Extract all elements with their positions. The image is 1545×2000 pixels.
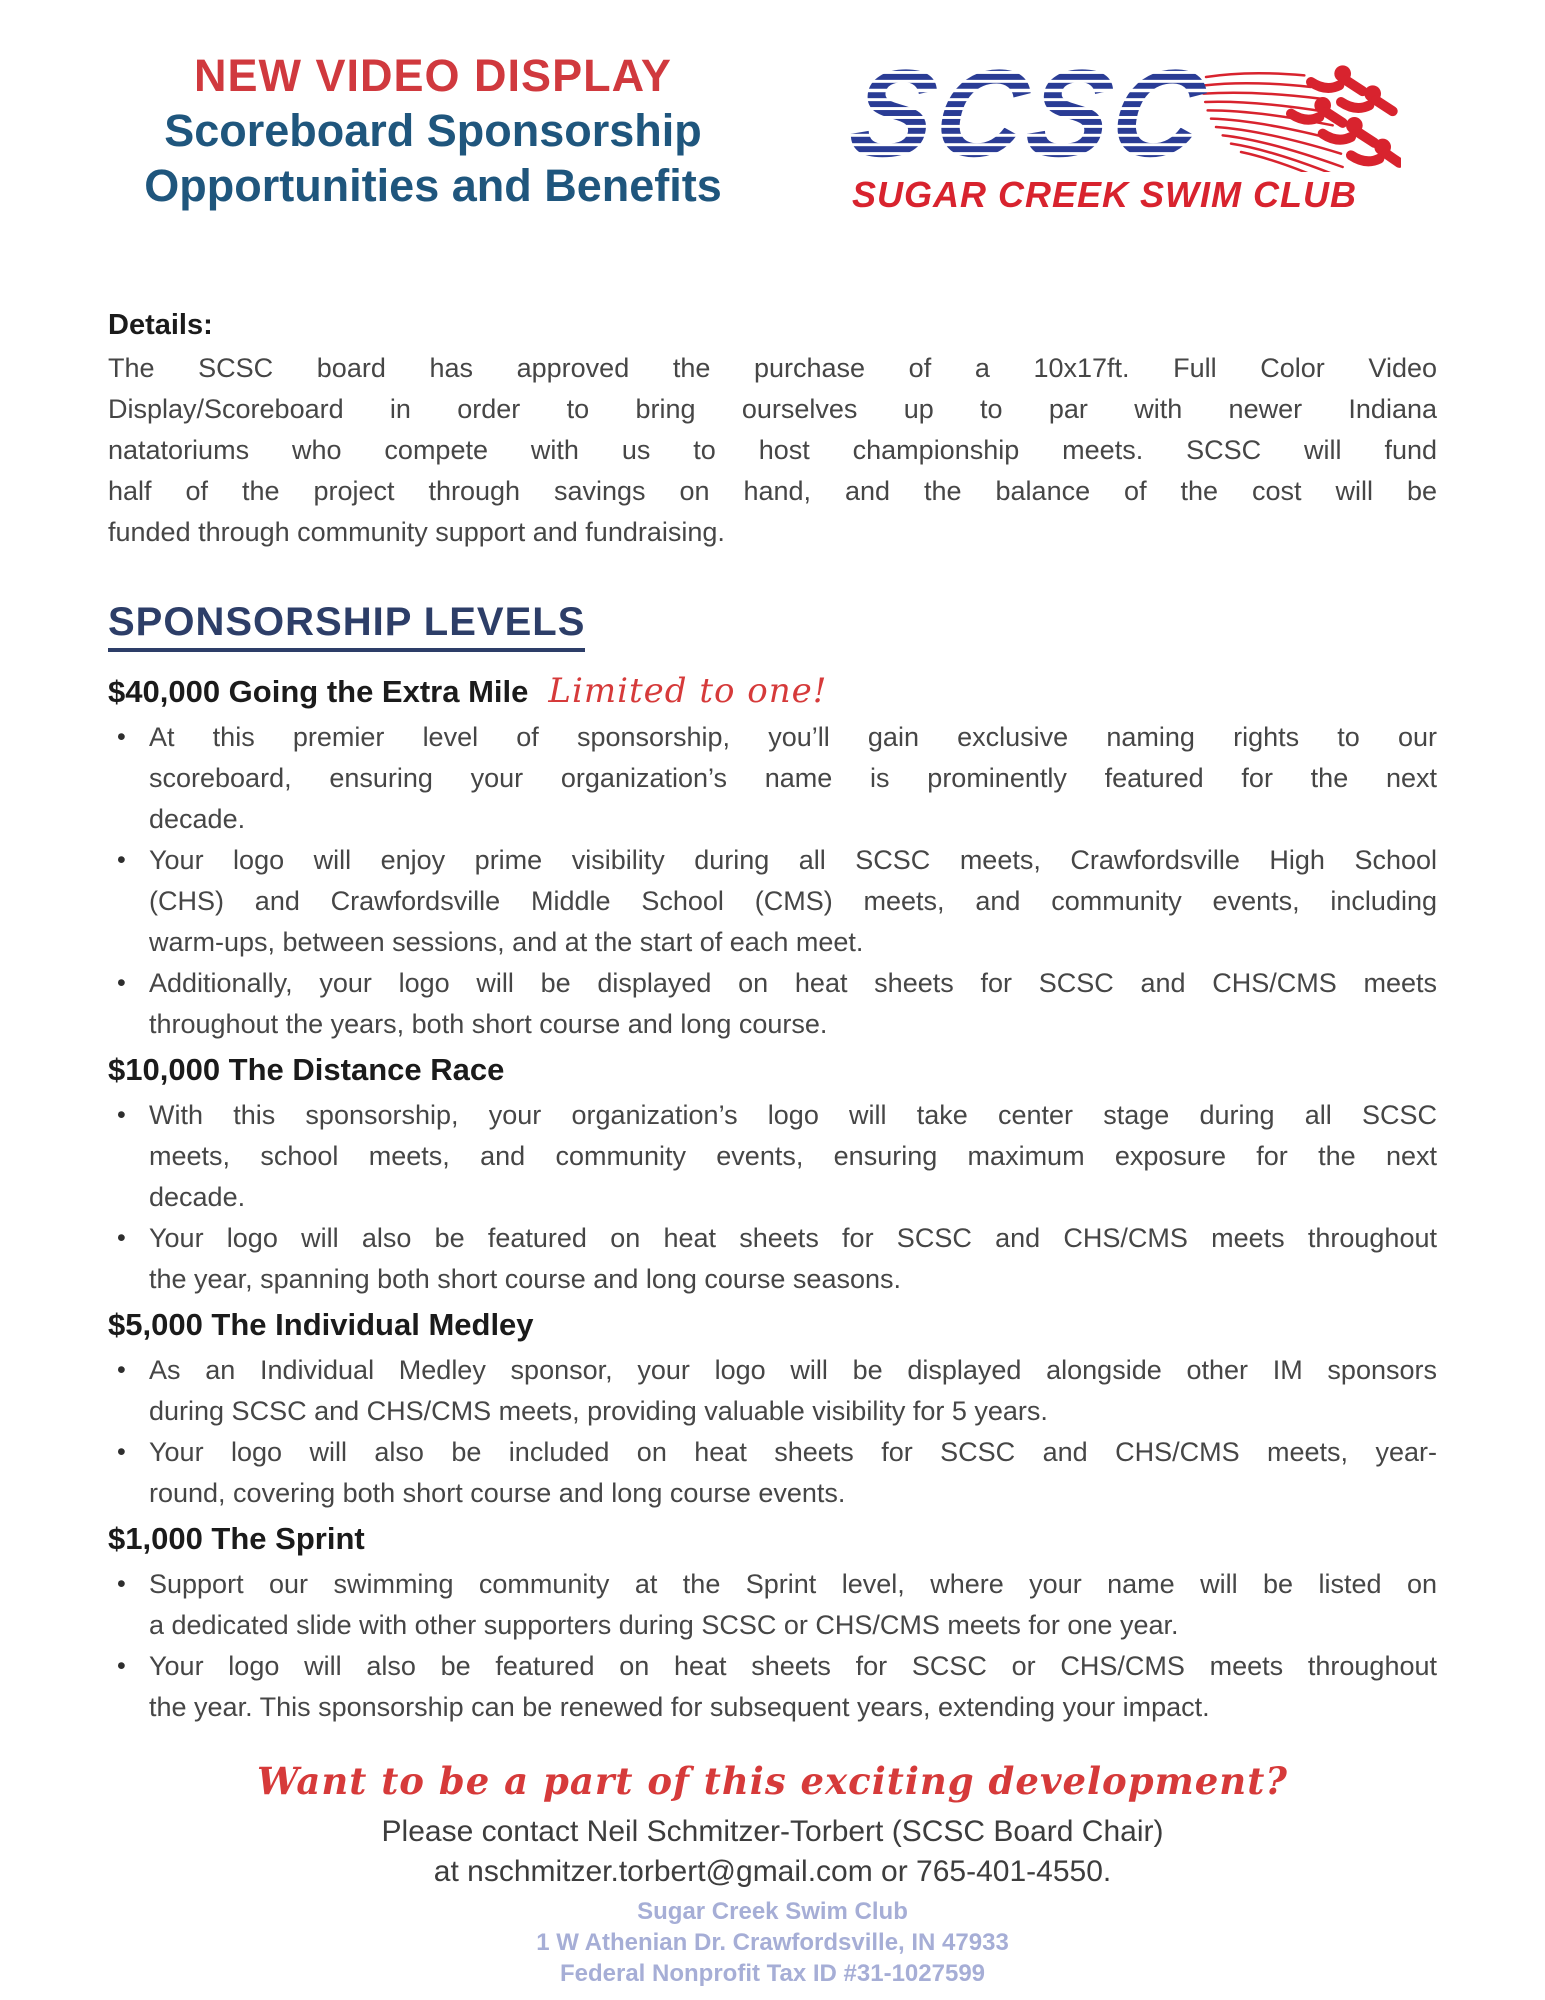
cta-script-line: Want to be a part of this exciting development?: [257, 1759, 1288, 1803]
bullet-item: [108, 1564, 1437, 1646]
footer-tax-id: Federal Nonprofit Tax ID #31-1027599: [559, 1960, 986, 1987]
text-line: decade.: [149, 804, 246, 834]
sponsorship-level: [108, 1300, 1437, 1514]
text-line: a dedicated slide with other supporters during SCSC or CHS/CMS meets for one year.: [149, 1610, 1179, 1640]
details-section: [108, 304, 1437, 553]
text-line: decade.: [149, 1182, 246, 1212]
text-line: At this premier level of sponsorship, you’ll gain exclusive naming rights to our: [149, 722, 1437, 752]
bullet-item: [108, 963, 1437, 1045]
text-line: Your logo will also be featured on heat sheets for SCSC or CHS/CMS meets throughout: [149, 1651, 1437, 1681]
text-line: during SCSC and CHS/CMS meets, providing valuable visibility for 5 years.: [149, 1396, 1048, 1426]
bullet-text: [149, 1564, 1437, 1646]
bullet-item: [108, 717, 1437, 840]
bullet-text: [149, 1646, 1437, 1728]
sponsorship-level: [108, 1045, 1437, 1300]
scsc-logo: [842, 42, 1437, 216]
text-line: meets, school meets, and community events, ensuring maximum exposure for the next: [149, 1141, 1437, 1171]
bullet-text: [149, 717, 1437, 840]
bullet-dot: [108, 1646, 149, 1728]
sponsorship-levels-list: [108, 666, 1437, 1728]
level-title: $1,000 The Sprint: [108, 1521, 365, 1556]
text-line: Your logo will enjoy prime visibility during all SCSC meets, Crawfordsville High School: [149, 845, 1437, 875]
bullet-dot: [108, 1095, 149, 1218]
level-heading: [108, 666, 1437, 717]
text-line: With this sponsorship, your organization’s logo will take center stage during all SCSC: [149, 1100, 1437, 1130]
footer: [0, 1896, 1545, 1989]
footer-org: Sugar Creek Swim Club: [637, 1898, 908, 1925]
level-title: $10,000 The Distance Race: [108, 1052, 505, 1087]
title-line-3: Opportunities and Benefits: [144, 160, 722, 211]
text-line: natatoriums who compete with us to host championship meets. SCSC will fund: [108, 435, 1437, 465]
cta-contact-line-2: at nschmitzer.torbert@gmail.com or 765-401-4550.: [433, 1855, 1112, 1888]
bullet-item: [108, 1350, 1437, 1432]
cta-section: [108, 1758, 1437, 1892]
bullet-item: [108, 1218, 1437, 1300]
text-line: warm-ups, between sessions, and at the start of each meet.: [149, 927, 864, 957]
bullet-dot: [108, 1218, 149, 1300]
text-line: The SCSC board has approved the purchase of a 10x17ft. Full Color Video: [108, 353, 1437, 383]
bullet-dot: [108, 717, 149, 840]
details-paragraph: [108, 348, 1437, 553]
bullet-dot: [108, 963, 149, 1045]
text-line: throughout the years, both short course and long course.: [149, 1009, 828, 1039]
details-heading: Details:: [108, 309, 213, 341]
sponsorship-level: [108, 666, 1437, 1045]
bullet-text: [149, 1095, 1437, 1218]
bullet-item: [108, 1646, 1437, 1728]
bullet-dot: [108, 1350, 149, 1432]
bullet-text: [149, 840, 1437, 963]
text-line: (CHS) and Crawfordsville Middle School (CMS) meets, and community events, including: [149, 886, 1437, 916]
swimmers-icon: [1201, 52, 1401, 172]
bullet-text: [149, 1432, 1437, 1514]
level-title: $5,000 The Individual Medley: [108, 1307, 534, 1342]
text-line: Additionally, your logo will be displayed on heat sheets for SCSC and CHS/CMS meets: [149, 968, 1437, 998]
bullet-text: [149, 1350, 1437, 1432]
header: [108, 42, 1437, 216]
scsc-logo-top: [842, 44, 1437, 183]
title-line-2: Scoreboard Sponsorship: [164, 105, 702, 156]
bullet-item: [108, 1432, 1437, 1514]
text-line: the year, spanning both short course and long course seasons.: [149, 1264, 901, 1294]
level-title: $40,000 Going the Extra Mile: [108, 674, 529, 709]
bullet-dot: [108, 1432, 149, 1514]
text-line: funded through community support and fundraising.: [108, 517, 725, 547]
sponsorship-level: [108, 1514, 1437, 1728]
footer-address: 1 W Athenian Dr. Crawfordsville, IN 47933: [536, 1929, 1009, 1956]
scsc-logo-acronym: SCSC: [842, 44, 1215, 183]
text-line: round, covering both short course and long course events.: [149, 1478, 846, 1508]
bullet-item: [108, 1095, 1437, 1218]
scsc-logo-club-name: SUGAR CREEK SWIM CLUB: [852, 174, 1357, 215]
title-line-1: NEW VIDEO DISPLAY: [194, 50, 672, 101]
level-heading: [108, 1300, 1437, 1350]
text-line: Your logo will also be featured on heat sheets for SCSC and CHS/CMS meets throughout: [149, 1223, 1437, 1253]
level-heading: [108, 1045, 1437, 1095]
bullet-text: [149, 1218, 1437, 1300]
bullet-text: [149, 963, 1437, 1045]
sponsorship-levels-heading-row: [108, 597, 1437, 652]
text-line: Display/Scoreboard in order to bring ourselves up to par with newer Indiana: [108, 394, 1437, 424]
text-line: half of the project through savings on hand, and the balance of the cost will be: [108, 476, 1437, 506]
level-note: Limited to one!: [548, 671, 828, 711]
cta-contact-line-1: Please contact Neil Schmitzer-Torbert (SCSC Board Chair): [381, 1815, 1164, 1848]
sponsorship-levels-heading: SPONSORSHIP LEVELS: [108, 597, 585, 652]
bullet-item: [108, 840, 1437, 963]
text-line: scoreboard, ensuring your organization’s name is prominently featured for the next: [149, 763, 1437, 793]
text-line: the year. This sponsorship can be renewed for subsequent years, extending your impact.: [149, 1692, 1210, 1722]
level-heading: [108, 1514, 1437, 1564]
bullet-dot: [108, 1564, 149, 1646]
text-line: Your logo will also be included on heat sheets for SCSC and CHS/CMS meets, year-: [149, 1437, 1437, 1467]
page-title: [108, 42, 758, 213]
text-line: As an Individual Medley sponsor, your logo will be displayed alongside other IM sponsors: [149, 1355, 1437, 1385]
text-line: Support our swimming community at the Sprint level, where your name will be listed on: [149, 1569, 1437, 1599]
bullet-dot: [108, 840, 149, 963]
